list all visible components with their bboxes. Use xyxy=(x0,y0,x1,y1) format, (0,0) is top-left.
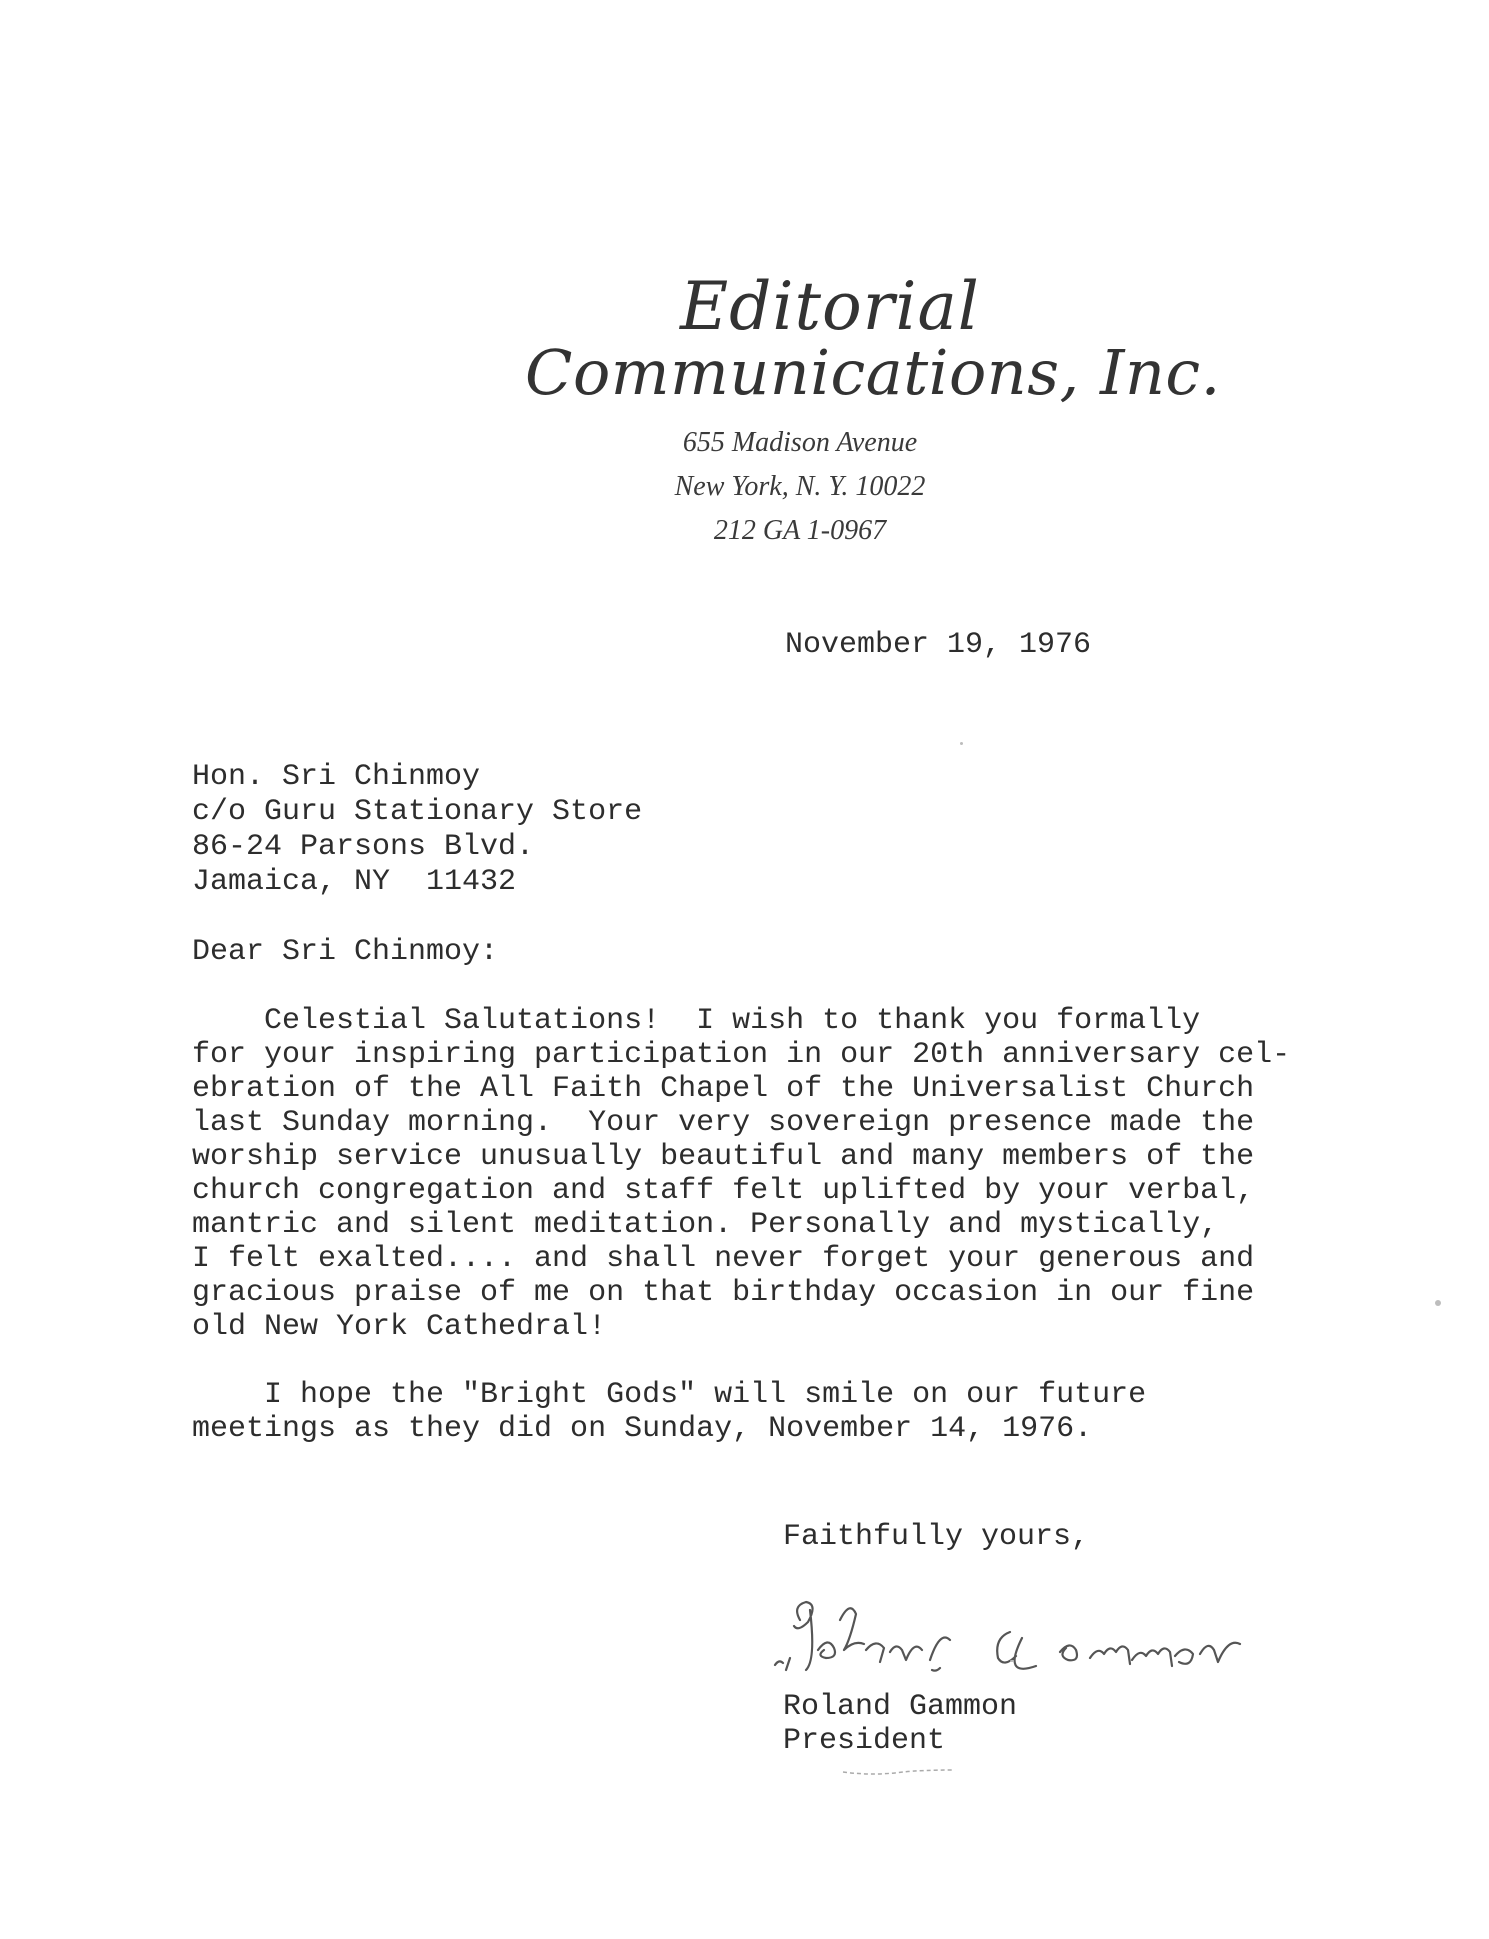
letter-date: November 19, 1976 xyxy=(785,628,1092,662)
paper-speck xyxy=(1435,1300,1441,1306)
paper-speck xyxy=(960,742,963,745)
company-street: 655 Madison Avenue xyxy=(682,427,918,458)
body-line: old New York Cathedral! xyxy=(192,1310,607,1344)
handwritten-signature xyxy=(770,1580,1350,1700)
body-line: gracious praise of me on that birthday occasion in our fine xyxy=(192,1276,1255,1310)
body-line: meetings as they did on Sunday, November 14, 1976. xyxy=(192,1412,1093,1446)
body-line: ebration of the All Faith Chapel of the Universalist Church xyxy=(192,1072,1255,1106)
company-phone: 212 GA 1-0967 xyxy=(713,515,887,546)
salutation: Dear Sri Chinmoy: xyxy=(192,935,499,969)
recipient-line: Jamaica, NY 11432 xyxy=(192,865,517,899)
body-line: for your inspiring participation in our 20th anniversary cel- xyxy=(192,1038,1291,1072)
company-name-line1: Editorial xyxy=(680,268,980,345)
body-line: church congregation and staff felt uplifted by your verbal, xyxy=(192,1174,1255,1208)
body-line: worship service unusually beautiful and many members of the xyxy=(192,1140,1255,1174)
body-line: Celestial Salutations! I wish to thank you formally xyxy=(192,1004,1201,1038)
closing: Faithfully yours, xyxy=(783,1520,1090,1554)
recipient-line: c/o Guru Stationary Store xyxy=(192,795,643,829)
body-line: I felt exalted.... and shall never forget your generous and xyxy=(192,1242,1255,1276)
body-line: mantric and silent meditation. Personally and mystically, xyxy=(192,1208,1219,1242)
paper-speck xyxy=(1010,1660,1014,1662)
body-line: I hope the "Bright Gods" will smile on our future xyxy=(192,1378,1147,1412)
body-line: last Sunday morning. Your very sovereign presence made the xyxy=(192,1106,1255,1140)
signer-name: Roland Gammon xyxy=(783,1690,1018,1724)
signer-title: President xyxy=(783,1724,946,1758)
ink-smudge xyxy=(838,1766,958,1778)
company-city: New York, N. Y. 10022 xyxy=(674,471,926,502)
company-name-line2: Communications, Inc. xyxy=(525,336,1221,409)
recipient-line: Hon. Sri Chinmoy xyxy=(192,760,481,794)
recipient-line: 86-24 Parsons Blvd. xyxy=(192,830,535,864)
